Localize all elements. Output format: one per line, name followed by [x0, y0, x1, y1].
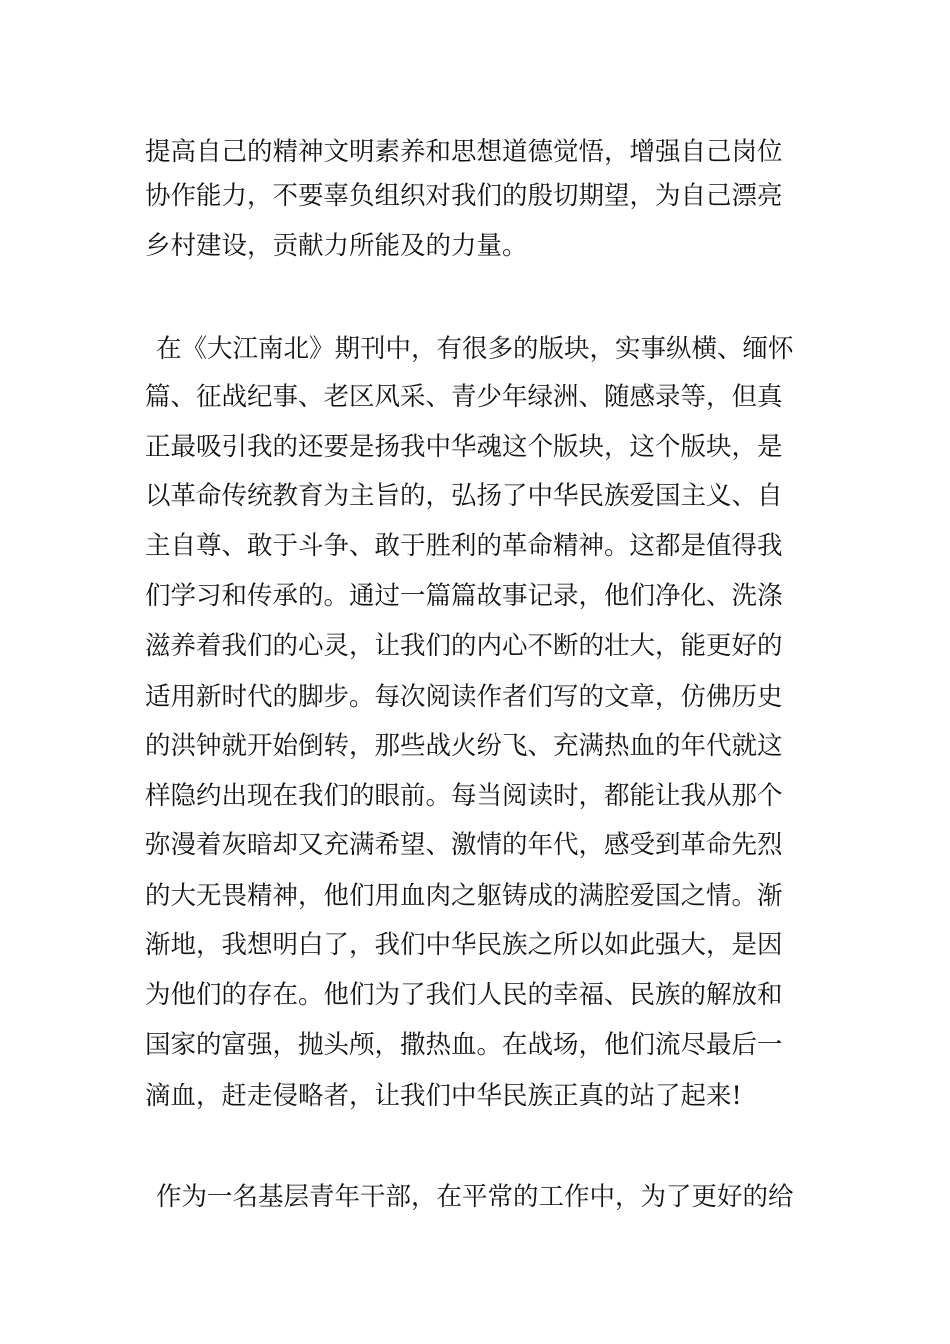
paragraph-2-line-2: 篇、征战纪事、老区风采、青少年绿洲、随感录等，但真 [145, 382, 783, 412]
paragraph-2-line-4: 以革命传统教育为主旨的，弘扬了中华民族爱国主义、自 [145, 481, 783, 511]
paragraph-2-line-10: 样隐约出现在我们的眼前。每当阅读时，都能让我从那个 [145, 781, 783, 811]
paragraph-2-line-9: 的洪钟就开始倒转，那些战火纷飞、充满热血的年代就这 [145, 731, 783, 761]
paragraph-2-line-7: 滋养着我们的心灵，让我们的内心不断的壮大，能更好的 [145, 631, 783, 661]
paragraph-2-line-3: 正最吸引我的还要是扬我中华魂这个版块，这个版块，是 [145, 432, 783, 462]
paragraph-1-line-2: 协作能力，不要辜负组织对我们的殷切期望，为自己漂亮 [145, 181, 783, 211]
paragraph-2-line-6: 们学习和传承的。通过一篇篇故事记录，他们净化、洗涤 [145, 581, 783, 611]
paragraph-2-line-16: 滴血，赶走侵略者，让我们中华民族正真的站了起来! [145, 1081, 742, 1111]
paragraph-3-line-1: 作为一名基层青年干部，在平常的工作中，为了更好的给 [156, 1182, 794, 1212]
paragraph-2-line-5: 主自尊、敢于斗争、敢于胜利的革命精神。这都是值得我 [145, 531, 783, 561]
paragraph-2-line-8: 适用新时代的脚步。每次阅读作者们写的文章，仿佛历史 [145, 682, 783, 712]
paragraph-2-line-1: 在《大江南北》期刊中，有很多的版块，实事纵横、缅怀 [156, 334, 794, 364]
paragraph-1-line-3: 乡村建设，贡献力所能及的力量。 [145, 231, 528, 261]
paragraph-2-line-14: 为他们的存在。他们为了我们人民的幸福、民族的解放和 [145, 980, 783, 1010]
paragraph-2-line-13: 渐地，我想明白了，我们中华民族之所以如此强大，是因 [145, 930, 783, 960]
paragraph-2-line-15: 国家的富强，抛头颅，撒热血。在战场，他们流尽最后一 [145, 1030, 783, 1060]
paragraph-2-line-12: 的大无畏精神，他们用血肉之躯铸成的满腔爱国之情。渐 [145, 881, 783, 911]
paragraph-1-line-1: 提高自己的精神文明素养和思想道德觉悟，增强自己岗位 [145, 137, 783, 167]
paragraph-2-line-11: 弥漫着灰暗却又充满希望、激情的年代，感受到革命先烈 [145, 830, 783, 860]
